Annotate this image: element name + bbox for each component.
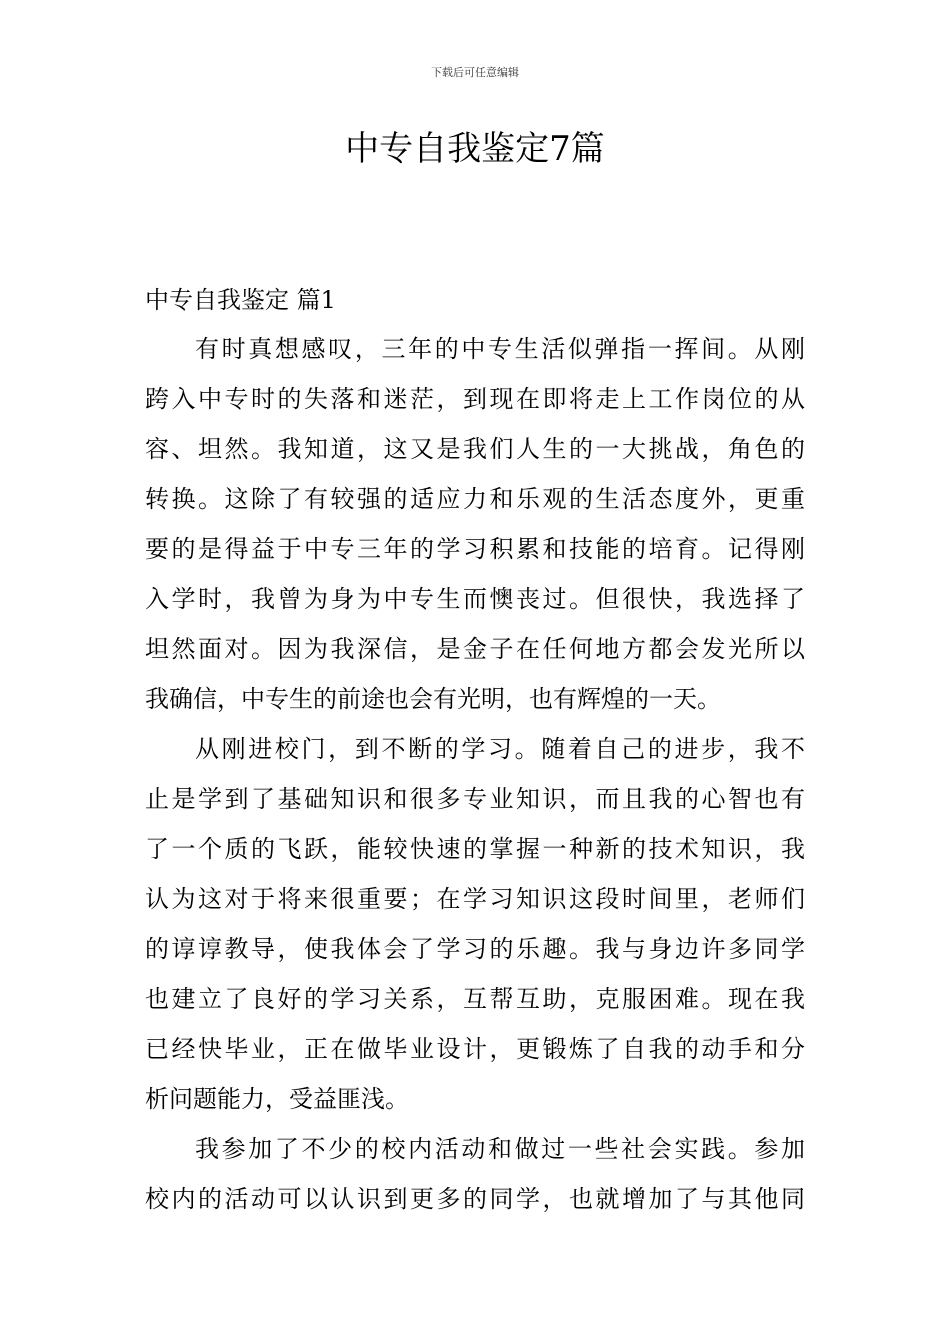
- paragraph-3: [145, 1124, 805, 1224]
- document-title: 中专自我鉴定7篇: [345, 129, 605, 169]
- paragraph-line: 止是学到了基础知识和很多专业知识，而且我的心智也有: [145, 785, 805, 813]
- paragraph-line: 跨入中专时的失落和迷茫，到现在即将走上工作岗位的从: [145, 385, 805, 413]
- paragraph-line: 要的是得益于中专三年的学习积累和技能的培育。记得刚: [145, 535, 805, 563]
- paragraph-line: 了一个质的飞跃，能较快速的掌握一种新的技术知识，我: [145, 835, 805, 863]
- paragraph-line: 析问题能力，受益匪浅。: [145, 1085, 409, 1113]
- paragraph-line: 容、坦然。我知道，这又是我们人生的一大挑战，角色的: [145, 435, 805, 463]
- paragraph-line: 从刚进校门，到不断的学习。随着自己的进步，我不: [195, 735, 805, 763]
- paragraph-line: 我参加了不少的校内活动和做过一些社会实践。参加: [195, 1135, 805, 1163]
- section-heading: 中专自我鉴定 篇1: [145, 286, 336, 314]
- paragraph-1: [145, 324, 805, 724]
- paragraph-line: 转换。这除了有较强的适应力和乐观的生活态度外，更重: [145, 485, 805, 513]
- paragraph-line: 认为这对于将来很重要；在学习知识这段时间里，老师们: [145, 885, 805, 913]
- paragraph-line: 的谆谆教导，使我体会了学习的乐趣。我与身边许多同学: [145, 935, 805, 963]
- paragraph-line: 已经快毕业，正在做毕业设计，更锻炼了自我的动手和分: [145, 1035, 805, 1063]
- paragraph-line: 坦然面对。因为我深信，是金子在任何地方都会发光所以: [145, 635, 805, 663]
- document-body: [145, 276, 805, 1224]
- paragraph-line: 入学时，我曾为身为中专生而懊丧过。但很快，我选择了: [145, 585, 805, 613]
- header-note: 下载后可任意编辑: [431, 66, 519, 79]
- paragraph-line: 我确信，中专生的前途也会有光明，也有辉煌的一天。: [145, 685, 721, 713]
- paragraph-line: 校内的活动可以认识到更多的同学，也就增加了与其他同: [145, 1185, 805, 1213]
- paragraph-2: [145, 724, 805, 1124]
- paragraph-line: 有时真想感叹，三年的中专生活似弹指一挥间。从刚: [195, 335, 805, 363]
- paragraph-line: 也建立了良好的学习关系，互帮互助，克服困难。现在我: [145, 985, 805, 1013]
